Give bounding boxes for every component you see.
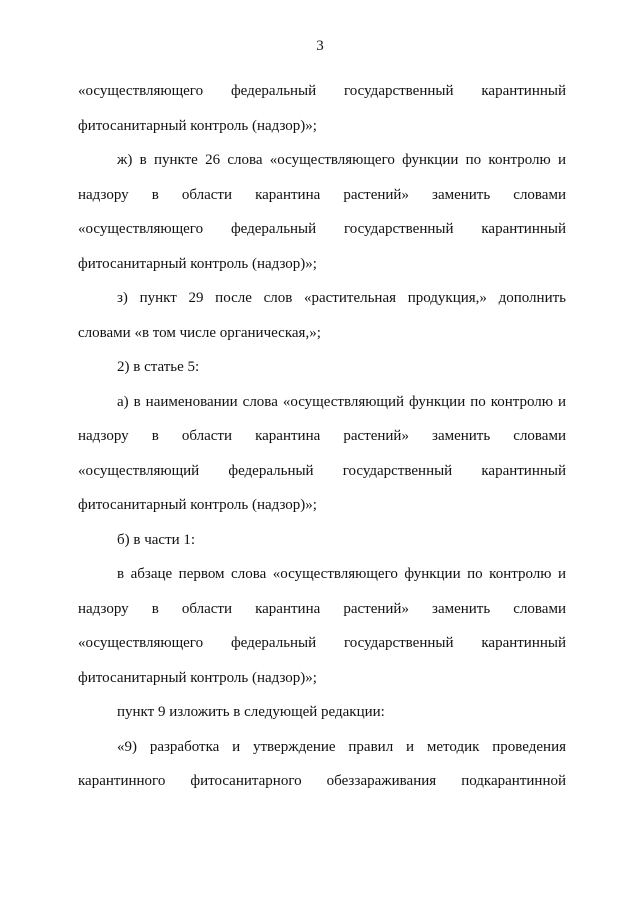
text-line: фитосанитарный контроль (надзор)»; [78,497,317,513]
text-line: б) в части 1: [117,531,196,548]
text-line: ж) в пункте 26 слова «осуществляющего функции по контролю и [117,152,566,168]
text-line: словами «в том числе органическая,»; [78,324,321,341]
text-line: фитосанитарный контроль (надзор)»; [78,255,317,272]
text-line: пункт 9 изложить в следующей редакции: [117,704,385,720]
text-line: надзору в области карантина растений» заменить словами [78,600,566,617]
text-line: 2) в статье 5: [117,359,200,375]
text-line: «осуществляющего федеральный государственный карантинный [78,221,566,237]
text-line: надзору в области карантина растений» заменить словами [78,186,566,203]
text-line: в абзаце первом слова «осуществляющего функции по контролю и [117,566,566,582]
page-number: 3 [316,38,324,54]
text-line: фитосанитарный контроль (надзор)»; [78,117,317,134]
text-line: «9) разработка и утверждение правил и методик проведения [117,738,566,755]
text-line: карантинного фитосанитарного обеззараживания подкарантинной [78,773,566,789]
text-line: а) в наименовании слова «осуществляющий функции по контролю и [117,393,566,410]
text-line: «осуществляющего федеральный государственный карантинный [78,635,566,651]
text-line: «осуществляющий федеральный государственный карантинный [78,462,566,479]
text-line: «осуществляющего федеральный государственный карантинный [78,83,566,99]
text-line: з) пункт 29 после слов «растительная продукция,» дополнить [117,290,566,306]
text-line: надзору в области карантина растений» заменить словами [78,428,566,444]
document-body [78,74,566,799]
text-line: фитосанитарный контроль (надзор)»; [78,669,317,686]
